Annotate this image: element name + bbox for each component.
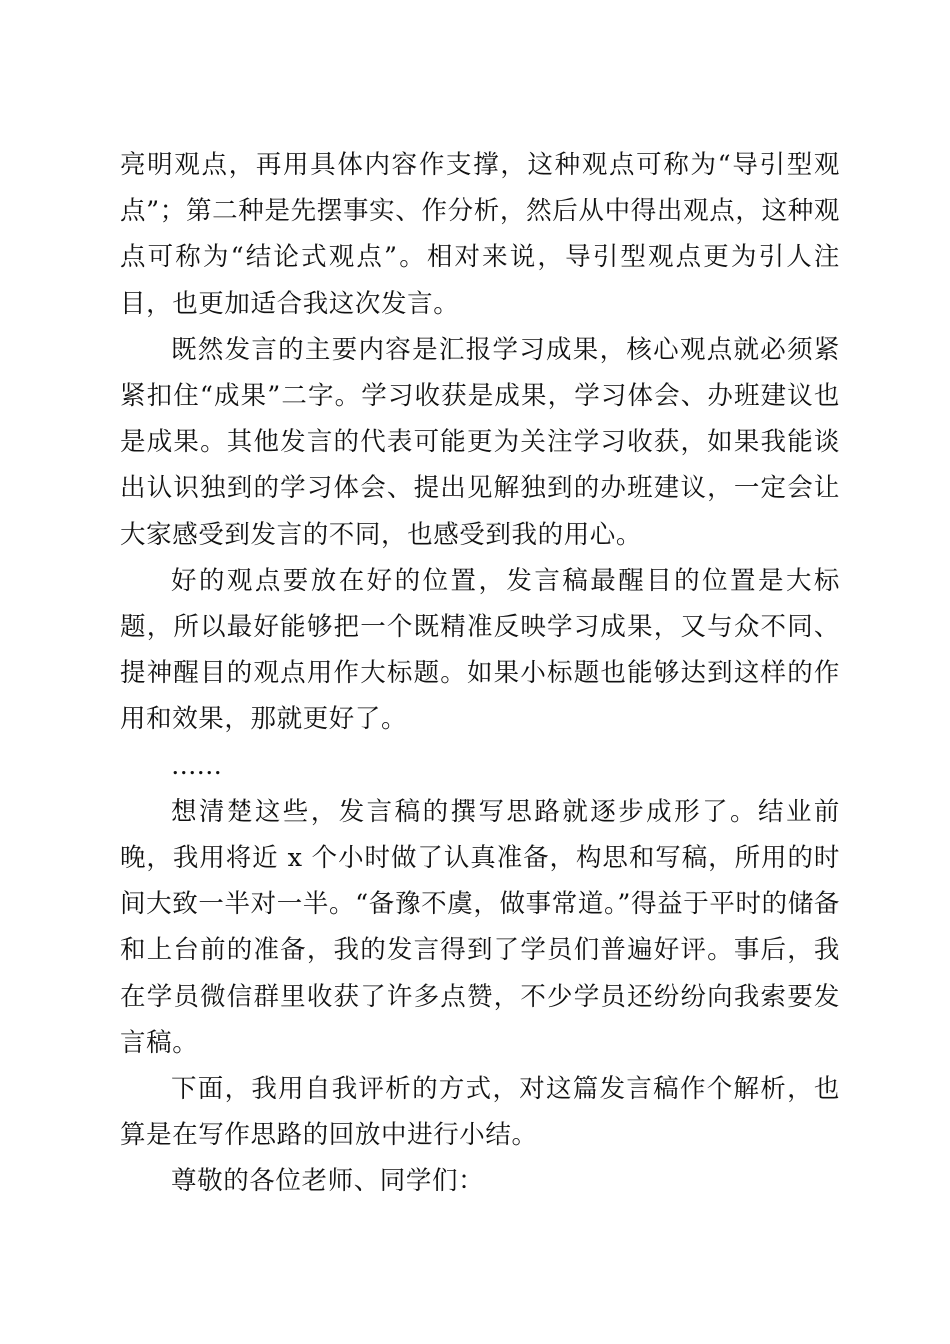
body-text — [120, 142, 840, 1205]
paragraph-title-placement: 好的观点要放在好的位置，发言稿最醒目的位置是大标题，所以最好能够把一个既精准反映学习成果，又与众不同、提神醒目的观点用作大标题。如果小标题也能够达到这样的作用和效果，那就更好了。 — [120, 565, 840, 735]
paragraph-self-review: 下面，我用自我评析的方式，对这篇发言稿作个解析，也算是在写作思路的回放中进行小结。 — [120, 1074, 840, 1151]
paragraph-continuation: 亮明观点，再用具体内容作支撑，这种观点可称为“导引型观点”；第二种是先摆事实、作分析，然后从中得出观点，这种观点可称为“结论式观点”。相对来说，导引型观点更为引人注目，也更加适合我这次发言。 — [120, 150, 840, 319]
paragraph-core-viewpoint: 既然发言的主要内容是汇报学习成果，核心观点就必须紧紧扣住“成果”二字。学习收获是成果，学习体会、办班建议也是成果。其他发言的代表可能更为关注学习收获，如果我能谈出认识独到的学习体会、提出见解独到的办班建议，一定会让大家感受到发言的不同，也感受到我的用心。 — [120, 334, 840, 550]
paragraph-ellipsis: …… — [171, 750, 222, 781]
paragraph-salutation: 尊敬的各位老师、同学们： — [171, 1166, 485, 1197]
paragraph-preparation: 想清楚这些，发言稿的撰写思路就逐步成形了。结业前晚，我用将近 x 个小时做了认真准备，构思和写稿，所用的时间大致一半对一半。“备豫不虞，做事常道。”得益于平时的储备和上台前的准备，我的发言得到了学员们普遍好评。事后，我在学员微信群里收获了许多点赞，不少学员还纷纷向我索要发言稿。 — [120, 796, 840, 1058]
